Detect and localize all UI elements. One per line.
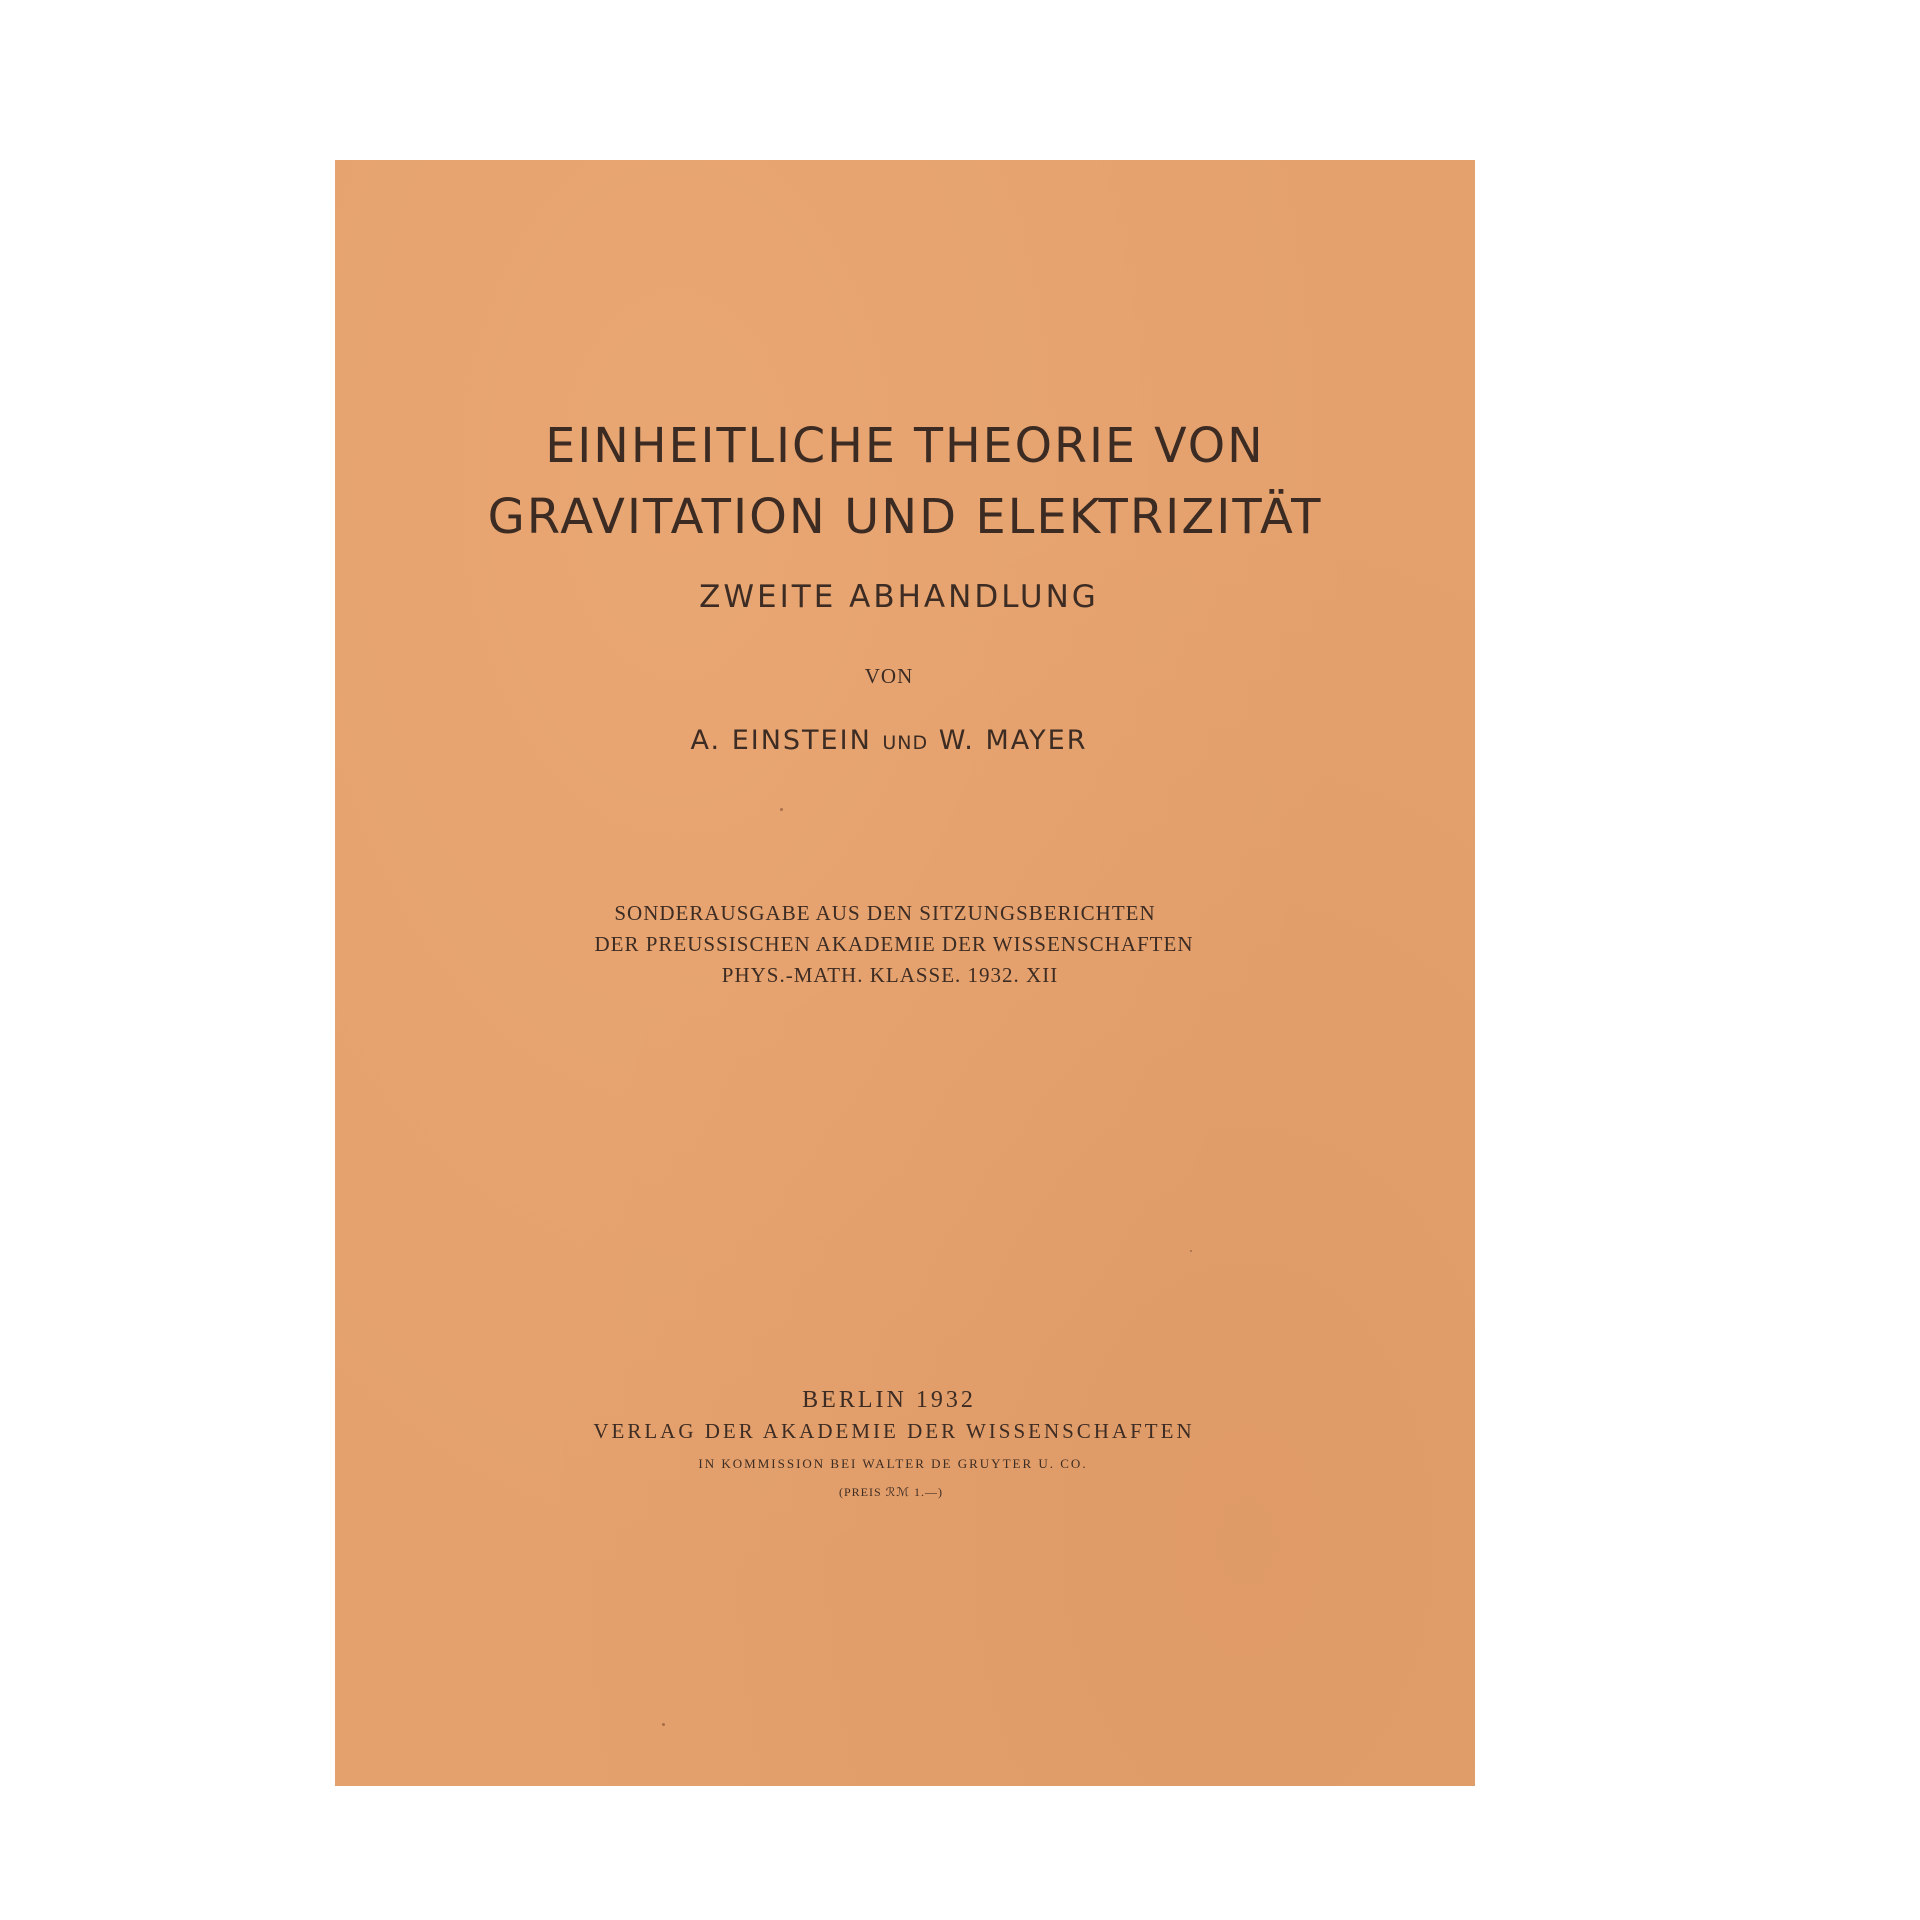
- document-cover: [335, 160, 1475, 1786]
- price: (PREIS ℛℳ 1.—): [838, 1485, 944, 1499]
- offprint-line-3: PHYS.-MATH. KLASSE. 1932. XII: [721, 963, 1059, 987]
- title-line-2: GRAVITATION UND ELEKTRIZITÄT: [487, 489, 1323, 545]
- paper-speck: [780, 808, 783, 811]
- title-line-1: EINHEITLICHE THEORIE VON: [545, 418, 1265, 474]
- publisher: VERLAG DER AKADEMIE DER WISSENSCHAFTEN: [593, 1419, 1195, 1443]
- author-2: W. MAYER: [938, 725, 1088, 756]
- author-joiner: UND: [882, 732, 929, 754]
- by-line: VON: [864, 664, 914, 688]
- subtitle: ZWEITE ABHANDLUNG: [699, 579, 1099, 615]
- paper-speck: [662, 1723, 665, 1726]
- offprint-line-1: SONDERAUSGABE AUS DEN SITZUNGSBERICHTEN: [614, 901, 1156, 925]
- authors: [319, 727, 1459, 754]
- author-1: A. EINSTEIN: [690, 725, 872, 756]
- imprint-place-year: BERLIN 1932: [802, 1387, 976, 1413]
- offprint-line-2: DER PREUSSISCHEN AKADEMIE DER WISSENSCHAFTEN: [594, 932, 1194, 956]
- commission-note: IN KOMMISSION BEI WALTER DE GRUYTER U. CO.: [698, 1456, 1088, 1471]
- paper-speck: [1190, 1250, 1192, 1252]
